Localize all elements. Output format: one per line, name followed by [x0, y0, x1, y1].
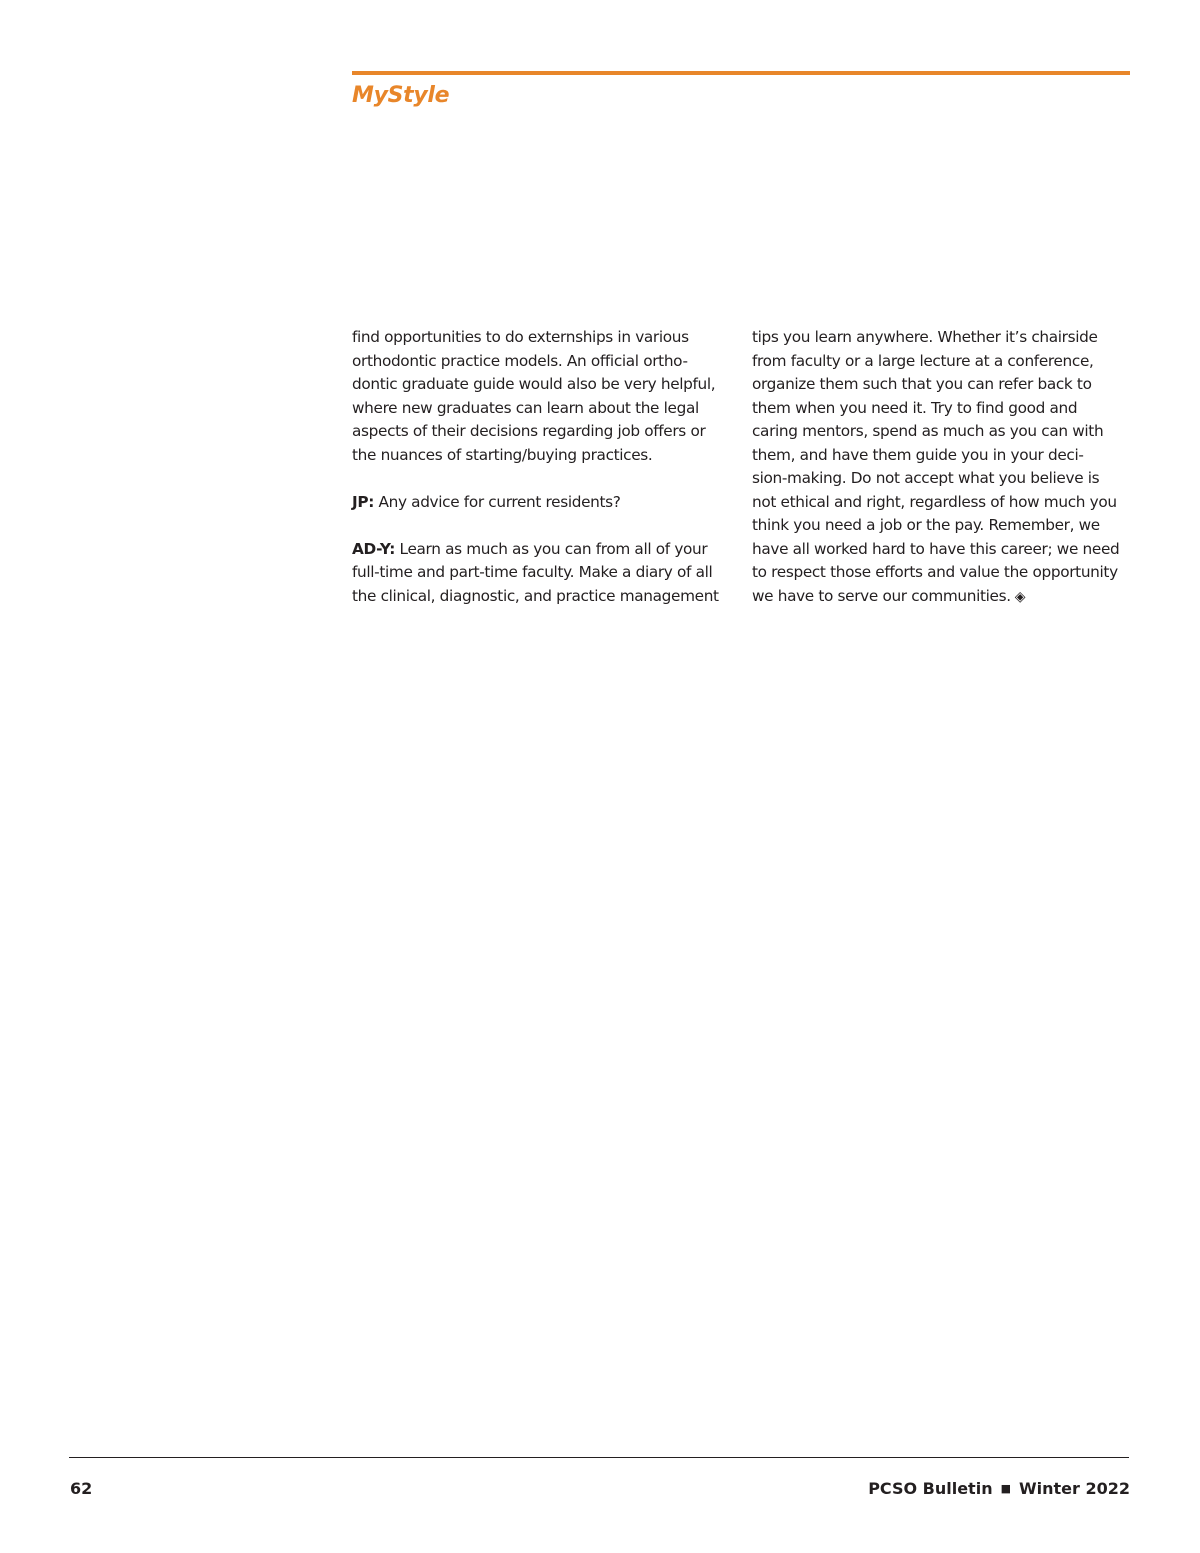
paragraph-line: aspects of their decisions regarding job offers or [352, 422, 706, 440]
paragraph-gap [352, 467, 732, 491]
article-column-right [752, 326, 1132, 608]
question-text: Any advice for current residents? [373, 492, 621, 511]
paragraph-line: caring mentors, spend as much as you can with [752, 422, 1104, 440]
paragraph-line: have all worked hard to have this career; we need [752, 539, 1120, 558]
article-column-left [352, 326, 732, 608]
paragraph-line: to respect those efforts and value the opportunity [752, 563, 1118, 581]
paragraph-line: dontic graduate guide would also be very helpful, [352, 375, 716, 393]
section-title: MyStyle [352, 83, 450, 108]
paragraph-line: the clinical, diagnostic, and practice management [352, 586, 719, 605]
paragraph-line: sion-making. Do not accept what you believe is [752, 469, 1100, 487]
paragraph-line: where new graduates can learn about the legal [352, 398, 699, 417]
paragraph-gap [352, 514, 732, 538]
last-line-text: we have to serve our communities. [752, 586, 1011, 605]
question-speaker: JP: [352, 492, 374, 511]
paragraph-line: not ethical and right, regardless of how much you [752, 492, 1117, 511]
issue-label: Winter 2022 [1018, 1479, 1130, 1498]
paragraph-line: find opportunities to do externships in various [352, 328, 689, 346]
header-rule [352, 71, 1130, 75]
paragraph-line: full-time and part-time faculty. Make a diary of all [352, 563, 713, 581]
footer-rule [69, 1457, 1129, 1458]
paragraph-line: think you need a job or the pay. Remember, we [752, 516, 1100, 534]
separator-icon: ■ [1000, 1482, 1011, 1495]
paragraph-line: orthodontic practice models. An official ortho- [352, 351, 688, 370]
interview-answer-start [352, 538, 732, 562]
paragraph-line: them, and have them guide you in your deci- [752, 445, 1084, 464]
paragraph-line: organize them such that you can refer back to [752, 375, 1092, 393]
footer-publication [868, 1479, 1130, 1498]
paragraph-line: them when you need it. Try to find good and [752, 398, 1078, 417]
publication-name: PCSO Bulletin [868, 1479, 993, 1498]
paragraph-line: tips you learn anywhere. Whether it’s chairside [752, 328, 1098, 346]
page-number: 62 [70, 1479, 93, 1498]
paragraph-line-last [752, 585, 1132, 609]
answer-speaker: AD-Y: [352, 539, 396, 558]
paragraph-line: from faculty or a large lecture at a conference, [752, 351, 1094, 370]
paragraph-line: the nuances of starting/buying practices. [352, 445, 653, 464]
interview-question [352, 491, 732, 515]
answer-text: Learn as much as you can from all of your [395, 539, 708, 558]
end-of-article-icon: ◈ [1014, 588, 1026, 605]
